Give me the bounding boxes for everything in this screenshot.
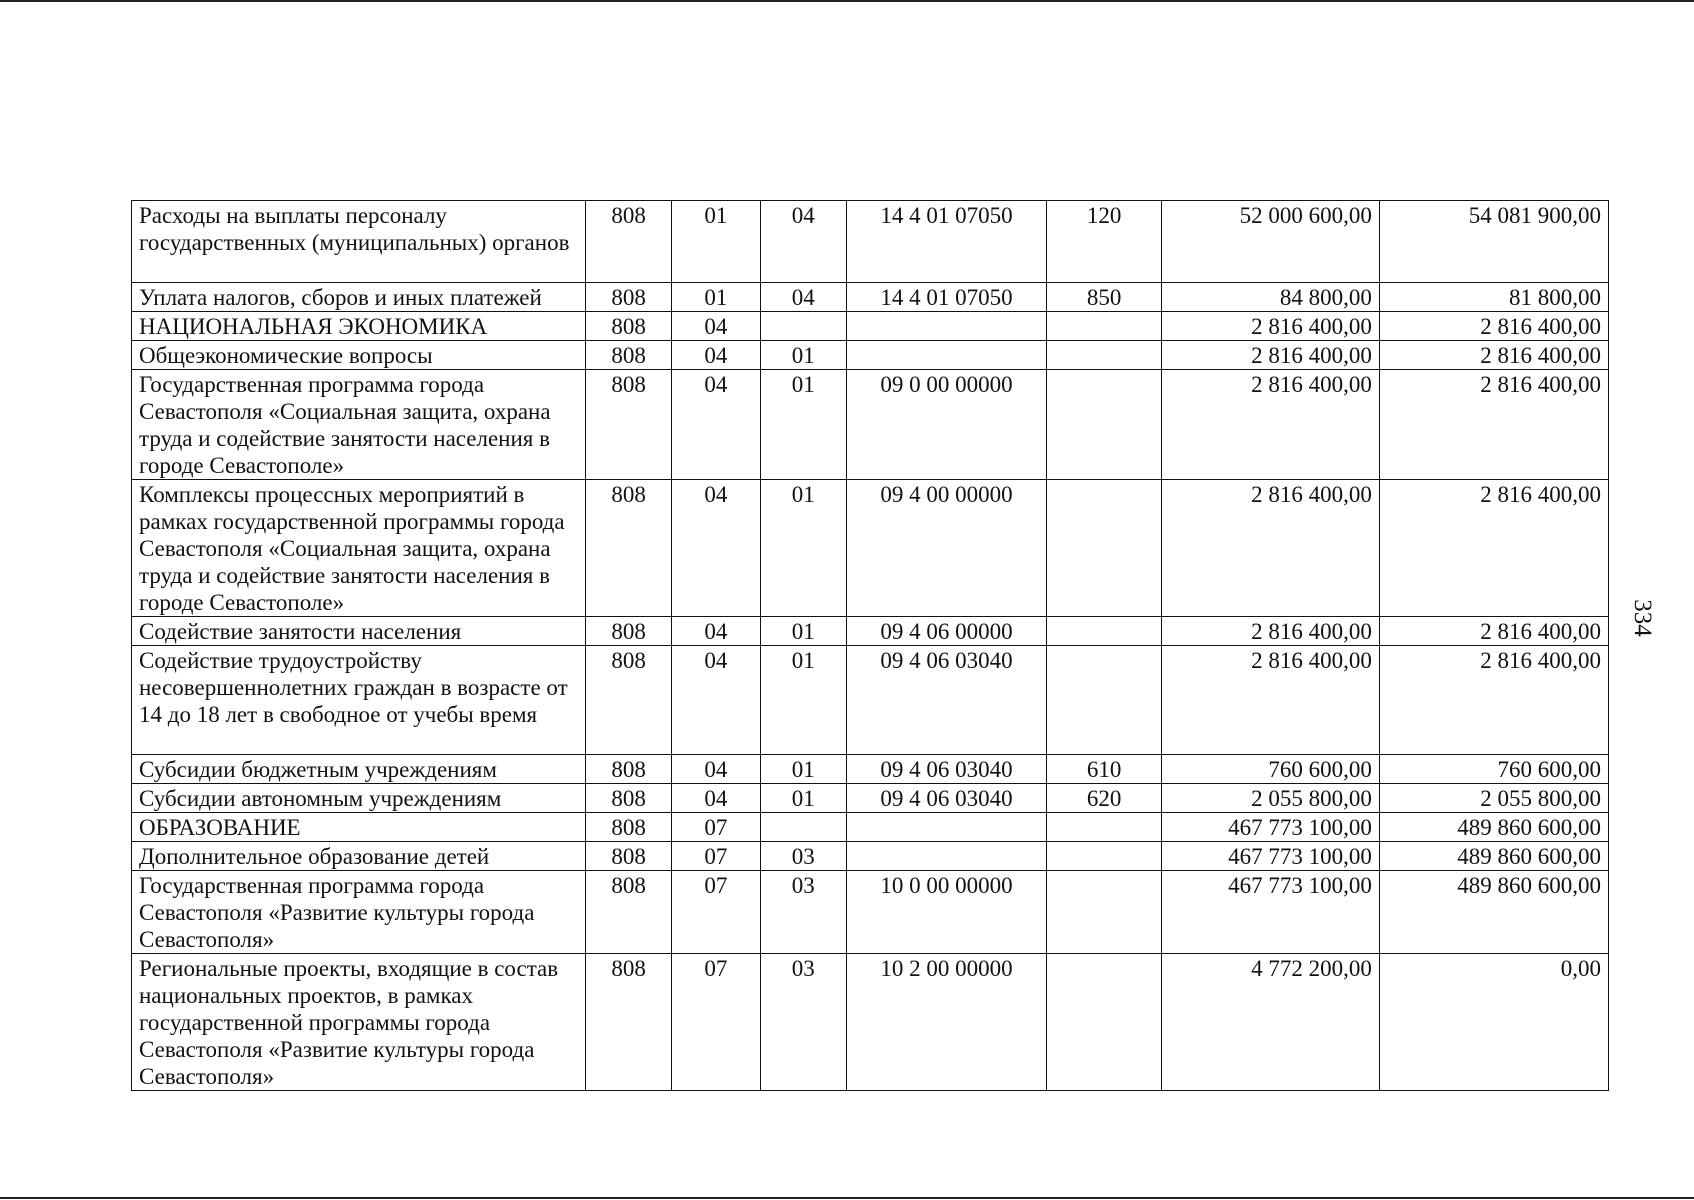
row-name: Содействие занятости населения [132,617,586,646]
row-csr: 14 4 01 07050 [846,201,1046,283]
row-sum1: 2 816 400,00 [1162,617,1380,646]
row-ved: 808 [585,871,671,954]
table-row [132,480,1609,617]
row-csr: 09 4 06 00000 [846,617,1046,646]
row-vr [1047,871,1162,954]
row-ved: 808 [585,617,671,646]
row-name: Комплексы процессных мероприятий в рамках государственной программы города Севастополя «Социальная защита, охрана труда и содействие занятости населения в городе Севастополе» [132,480,586,617]
row-name: Субсидии автономным учреждениям [132,784,586,813]
row-vr: 610 [1047,755,1162,784]
row-pr: 01 [760,370,846,480]
row-rz: 04 [672,312,760,341]
row-rz: 07 [672,813,760,842]
row-sum1: 2 816 400,00 [1162,646,1380,755]
table-row [132,842,1609,871]
row-sum2: 2 816 400,00 [1379,341,1608,370]
row-pr: 01 [760,341,846,370]
row-vr: 620 [1047,784,1162,813]
table-row [132,755,1609,784]
row-csr: 09 4 06 03040 [846,784,1046,813]
table-row [132,312,1609,341]
row-sum1: 467 773 100,00 [1162,871,1380,954]
row-ved: 808 [585,341,671,370]
row-ved: 808 [585,784,671,813]
row-pr: 03 [760,871,846,954]
row-pr: 03 [760,954,846,1091]
row-rz: 01 [672,283,760,312]
table-row [132,784,1609,813]
row-sum2: 2 816 400,00 [1379,480,1608,617]
row-ved: 808 [585,283,671,312]
row-sum2: 0,00 [1379,954,1608,1091]
row-sum1: 2 816 400,00 [1162,312,1380,341]
row-name: Субсидии бюджетным учреждениям [132,755,586,784]
row-ved: 808 [585,312,671,341]
table-row [132,646,1609,755]
row-pr: 04 [760,201,846,283]
row-name: Государственная программа города Севастополя «Социальная защита, охрана труда и содействие занятости населения в городе Севастополе» [132,370,586,480]
row-name: Уплата налогов, сборов и иных платежей [132,283,586,312]
row-pr [760,312,846,341]
row-vr [1047,480,1162,617]
page-top-border [0,0,1694,2]
row-vr: 120 [1047,201,1162,283]
row-sum1: 2 816 400,00 [1162,370,1380,480]
row-csr [846,312,1046,341]
table-row [132,370,1609,480]
row-name: Содействие трудоустройству несовершеннолетних граждан в возрасте от 14 до 18 лет в свободное от учебы время [132,646,586,755]
row-ved: 808 [585,813,671,842]
row-name: Расходы на выплаты персоналу государственных (муниципальных) органов [132,201,586,283]
row-rz: 04 [672,341,760,370]
row-sum1: 4 772 200,00 [1162,954,1380,1091]
row-rz: 04 [672,480,760,617]
row-pr: 03 [760,842,846,871]
row-rz: 07 [672,871,760,954]
row-sum2: 489 860 600,00 [1379,813,1608,842]
row-name: Государственная программа города Севастополя «Развитие культуры города Севастополя» [132,871,586,954]
row-sum1: 2 816 400,00 [1162,341,1380,370]
row-vr [1047,842,1162,871]
row-ved: 808 [585,480,671,617]
row-sum2: 2 816 400,00 [1379,646,1608,755]
row-csr: 14 4 01 07050 [846,283,1046,312]
row-sum2: 489 860 600,00 [1379,871,1608,954]
row-sum1: 2 816 400,00 [1162,480,1380,617]
row-csr: 09 0 00 00000 [846,370,1046,480]
row-sum2: 489 860 600,00 [1379,842,1608,871]
row-ved: 808 [585,370,671,480]
row-vr [1047,813,1162,842]
row-pr: 04 [760,283,846,312]
row-csr [846,341,1046,370]
row-rz: 07 [672,954,760,1091]
row-csr [846,842,1046,871]
row-vr [1047,954,1162,1091]
row-sum1: 467 773 100,00 [1162,813,1380,842]
row-sum1: 2 055 800,00 [1162,784,1380,813]
row-name: ОБРАЗОВАНИЕ [132,813,586,842]
row-rz: 04 [672,755,760,784]
row-sum2: 2 816 400,00 [1379,312,1608,341]
row-pr: 01 [760,646,846,755]
row-rz: 01 [672,201,760,283]
row-csr [846,813,1046,842]
row-vr [1047,617,1162,646]
row-sum2: 760 600,00 [1379,755,1608,784]
row-ved: 808 [585,954,671,1091]
row-vr [1047,312,1162,341]
row-csr: 09 4 06 03040 [846,646,1046,755]
row-rz: 04 [672,617,760,646]
row-pr: 01 [760,784,846,813]
row-pr [760,813,846,842]
row-pr: 01 [760,755,846,784]
row-csr: 09 4 00 00000 [846,480,1046,617]
row-vr: 850 [1047,283,1162,312]
row-name: Дополнительное образование детей [132,842,586,871]
page-bottom-border [0,1197,1694,1199]
row-rz: 07 [672,842,760,871]
row-name: Региональные проекты, входящие в состав национальных проектов, в рамках государственной программы города Севастополя «Развитие культуры города Севастополя» [132,954,586,1091]
table-row [132,201,1609,283]
row-ved: 808 [585,842,671,871]
row-vr [1047,370,1162,480]
row-pr: 01 [760,480,846,617]
row-vr [1047,341,1162,370]
table-row [132,341,1609,370]
table-row [132,283,1609,312]
row-sum2: 2 055 800,00 [1379,784,1608,813]
row-sum2: 2 816 400,00 [1379,617,1608,646]
row-ved: 808 [585,201,671,283]
row-csr: 10 2 00 00000 [846,954,1046,1091]
row-name: НАЦИОНАЛЬНАЯ ЭКОНОМИКА [132,312,586,341]
row-rz: 04 [672,370,760,480]
budget-table [131,200,1609,1091]
page-number: 334 [1629,599,1656,637]
row-sum2: 81 800,00 [1379,283,1608,312]
row-pr: 01 [760,617,846,646]
row-ved: 808 [585,646,671,755]
row-rz: 04 [672,646,760,755]
row-sum1: 84 800,00 [1162,283,1380,312]
table-row [132,871,1609,954]
table-row [132,813,1609,842]
row-name: Общеэкономические вопросы [132,341,586,370]
row-sum1: 760 600,00 [1162,755,1380,784]
row-csr: 10 0 00 00000 [846,871,1046,954]
row-sum2: 54 081 900,00 [1379,201,1608,283]
row-sum2: 2 816 400,00 [1379,370,1608,480]
row-rz: 04 [672,784,760,813]
row-csr: 09 4 06 03040 [846,755,1046,784]
row-sum1: 467 773 100,00 [1162,842,1380,871]
row-sum1: 52 000 600,00 [1162,201,1380,283]
row-vr [1047,646,1162,755]
row-ved: 808 [585,755,671,784]
table-row [132,954,1609,1091]
table-row [132,617,1609,646]
